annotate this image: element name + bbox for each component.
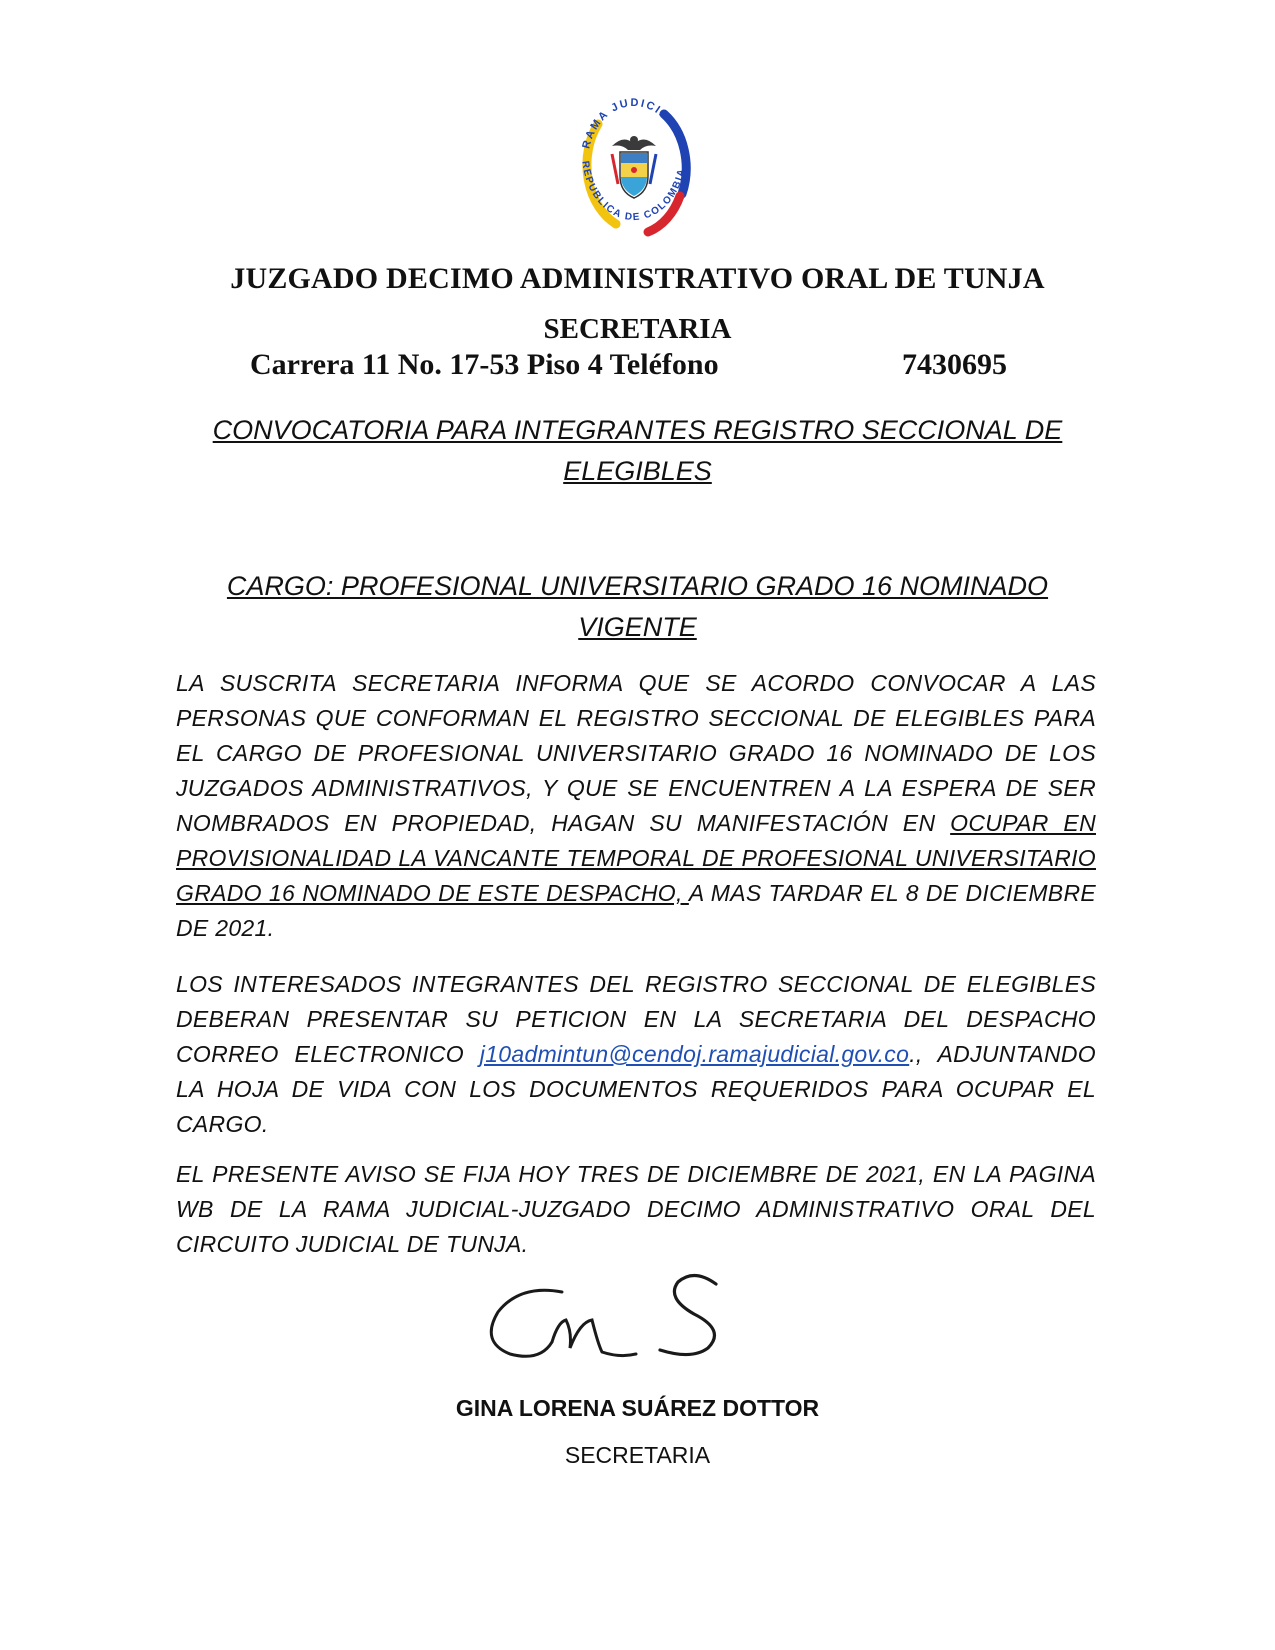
paragraph-call-underlined: OCUPAR EN PROVISIONALIDAD LA VANCANTE TEMPORAL DE PROFESIONAL UNIVERSITARIO GRADO 16 NOMINADO DE ESTE DESPACHO,	[176, 810, 1096, 906]
address-text: Carrera 11 No. 17-53 Piso 4 Teléfono	[250, 348, 719, 381]
rama-judicial-seal-icon	[568, 84, 700, 248]
paragraph-call	[176, 666, 1096, 946]
paragraph-instructions-tail: ., ADJUNTANDO LA HOJA DE VIDA CON LOS DOCUMENTOS REQUERIDOS PARA OCUPAR EL CARGO.	[176, 1041, 1096, 1137]
position-heading-line1: CARGO: PROFESIONAL UNIVERSITARIO GRADO 16 NOMINADO	[226, 571, 1049, 601]
office-address	[250, 348, 1050, 382]
paragraph-instructions-text: LOS INTERESADOS INTEGRANTES DEL REGISTRO SECCIONAL DE ELEGIBLES DEBERAN PRESENTAR SU PETICION EN LA SECRETARIA DEL DESPACHO CORREO ELECTRONICO	[176, 971, 1096, 1067]
phone-number: 7430695	[902, 348, 1007, 381]
seal-text-bottom: REPUBLICA DE COLOMBIA	[579, 160, 688, 224]
call-heading	[180, 410, 1095, 492]
paragraph-notice: EL PRESENTE AVISO SE FIJA HOY TRES DE DICIEMBRE DE 2021, EN LA PAGINA WB DE LA RAMA JUDICIAL-JUZGADO DECIMO ADMINISTRATIVO ORAL DEL CIRCUITO JUDICIAL DE TUNJA.	[176, 1161, 1096, 1257]
call-heading-line1: CONVOCATORIA PARA INTEGRANTES REGISTRO SECCIONAL DE	[212, 415, 1063, 445]
handwritten-signature-icon	[480, 1262, 780, 1392]
paragraph-call-text: LA SUSCRITA SECRETARIA INFORMA QUE SE ACORDO CONVOCAR A LAS PERSONAS QUE CONFORMAN EL REGISTRO SECCIONAL DE ELEGIBLES PARA EL CARGO DE PROFESIONAL UNIVERSITARIO GRADO 16 NOMINADO DE LOS JUZGADOS ADMINISTRATIVOS, Y QUE SE ENCUENTREN A LA ESPERA DE SER NOMBRADOS EN PROPIEDAD, HAGAN SU MANIFESTACIÓN EN	[176, 670, 1096, 836]
signer-name: GINA LORENA SUÁREZ DOTTOR	[455, 1395, 820, 1421]
position-heading	[180, 566, 1095, 648]
office-name: SECRETARIA	[543, 313, 732, 345]
paragraph-instructions	[176, 967, 1096, 1142]
call-heading-line2: ELEGIBLES	[563, 456, 712, 486]
court-name: JUZGADO DECIMO ADMINISTRATIVO ORAL DE TUNJA	[230, 262, 1045, 295]
paragraph-call-deadline: A MAS TARDAR EL 8 DE DICIEMBRE DE 2021.	[176, 880, 1096, 941]
email-link[interactable]: j10admintun@cendoj.ramajudicial.gov.co	[479, 1041, 910, 1067]
position-heading-line2: VIGENTE	[578, 612, 697, 642]
signer-role: SECRETARIA	[564, 1442, 711, 1468]
seal-text-top: RAMA JUDICIAL	[580, 96, 679, 151]
